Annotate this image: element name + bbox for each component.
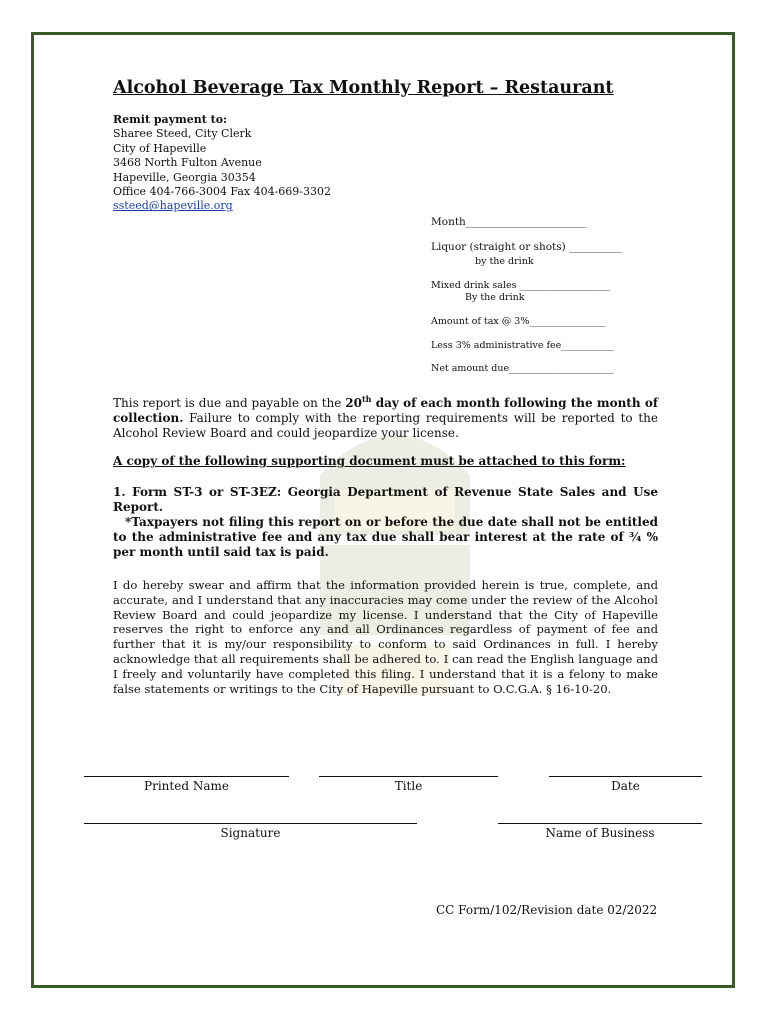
form-revision-footer: CC Form/102/Revision date 02/2022 <box>436 903 658 917</box>
remit-line: Office 404-766-3004 Fax 404-669-3302 <box>113 185 331 199</box>
date-label: Date <box>611 779 640 793</box>
title-line[interactable] <box>319 776 498 777</box>
admin-fee-field[interactable]: Less 3% administrative fee___________ <box>431 340 614 351</box>
month-field[interactable]: Month_______________________ <box>431 216 587 228</box>
business-name-label: Name of Business <box>545 826 655 840</box>
form-item: 1. Form ST-3 or ST-3EZ: Georgia Department of Revenue State Sales and Use Report. <box>113 485 658 514</box>
title-label: Title <box>394 779 423 793</box>
mixed-sublabel: By the drink <box>465 292 525 303</box>
liquor-field[interactable]: Liquor (straight or shots) __________ <box>431 241 622 253</box>
due-date-paragraph <box>113 392 658 440</box>
due-day: 20 <box>345 396 362 410</box>
copy-heading: A copy of the following supporting document must be attached to this form: <box>113 454 626 468</box>
remit-heading: Remit payment to: <box>113 113 228 126</box>
due-emphasis: day of each month following the month of collection. <box>113 396 658 425</box>
taxpayers-note: *Taxpayers not filing this report on or before the due date shall not be entitled to the administrative fee and any tax due shall bear interest at the rate of ¾ % per month until said tax is paid. <box>113 515 658 559</box>
remit-line: Sharee Steed, City Clerk <box>113 127 252 141</box>
remit-line: Hapeville, Georgia 30354 <box>113 170 256 184</box>
mixed-drink-field[interactable]: Mixed drink sales ___________________ <box>431 280 610 291</box>
signature-line[interactable] <box>84 823 417 824</box>
business-name-line[interactable] <box>498 823 702 824</box>
liquor-sublabel: by the drink <box>475 256 534 267</box>
net-amount-field[interactable]: Net amount due______________________ <box>431 363 614 374</box>
affirmation-paragraph: I do hereby swear and affirm that the information provided herein is true, complete, and accurate, and I understand that any inaccuracies may come under the review of the Alcohol Review Board and could jeopardize my license. I understand that the City of Hapeville reserves the right to enforce any and all Ordinances regardless of payment of fee and further that it is my/our responsibility to conform to said Ordinances in full. I hereby acknowledge that all requirements shall be adhered to. I can read the English language and I freely and voluntarily have completed this filing. I understand that it is a felony to make false statements or writings to the City of Hapeville pursuant to O.C.G.A. § 16-10-20. <box>113 578 658 696</box>
due-text: This report is due and payable on the <box>113 396 346 410</box>
remit-line: 3468 North Fulton Avenue <box>113 156 262 170</box>
remit-block <box>113 113 331 214</box>
printed-name-line[interactable] <box>84 776 289 777</box>
date-line[interactable] <box>549 776 702 777</box>
remit-line: City of Hapeville <box>113 141 207 155</box>
tax-amount-field[interactable]: Amount of tax @ 3%________________ <box>431 316 606 327</box>
due-warning: Failure to comply with the reporting requirements will be reported to the Alcohol Review Board and could jeopardize your license. <box>113 410 658 440</box>
signature-label: Signature <box>220 826 281 840</box>
printed-name-label: Printed Name <box>144 779 229 793</box>
page-title: Alcohol Beverage Tax Monthly Report – Restaurant <box>113 78 614 98</box>
email-link[interactable]: ssteed@hapeville.org <box>113 199 233 213</box>
due-day-suffix: th <box>361 394 372 404</box>
